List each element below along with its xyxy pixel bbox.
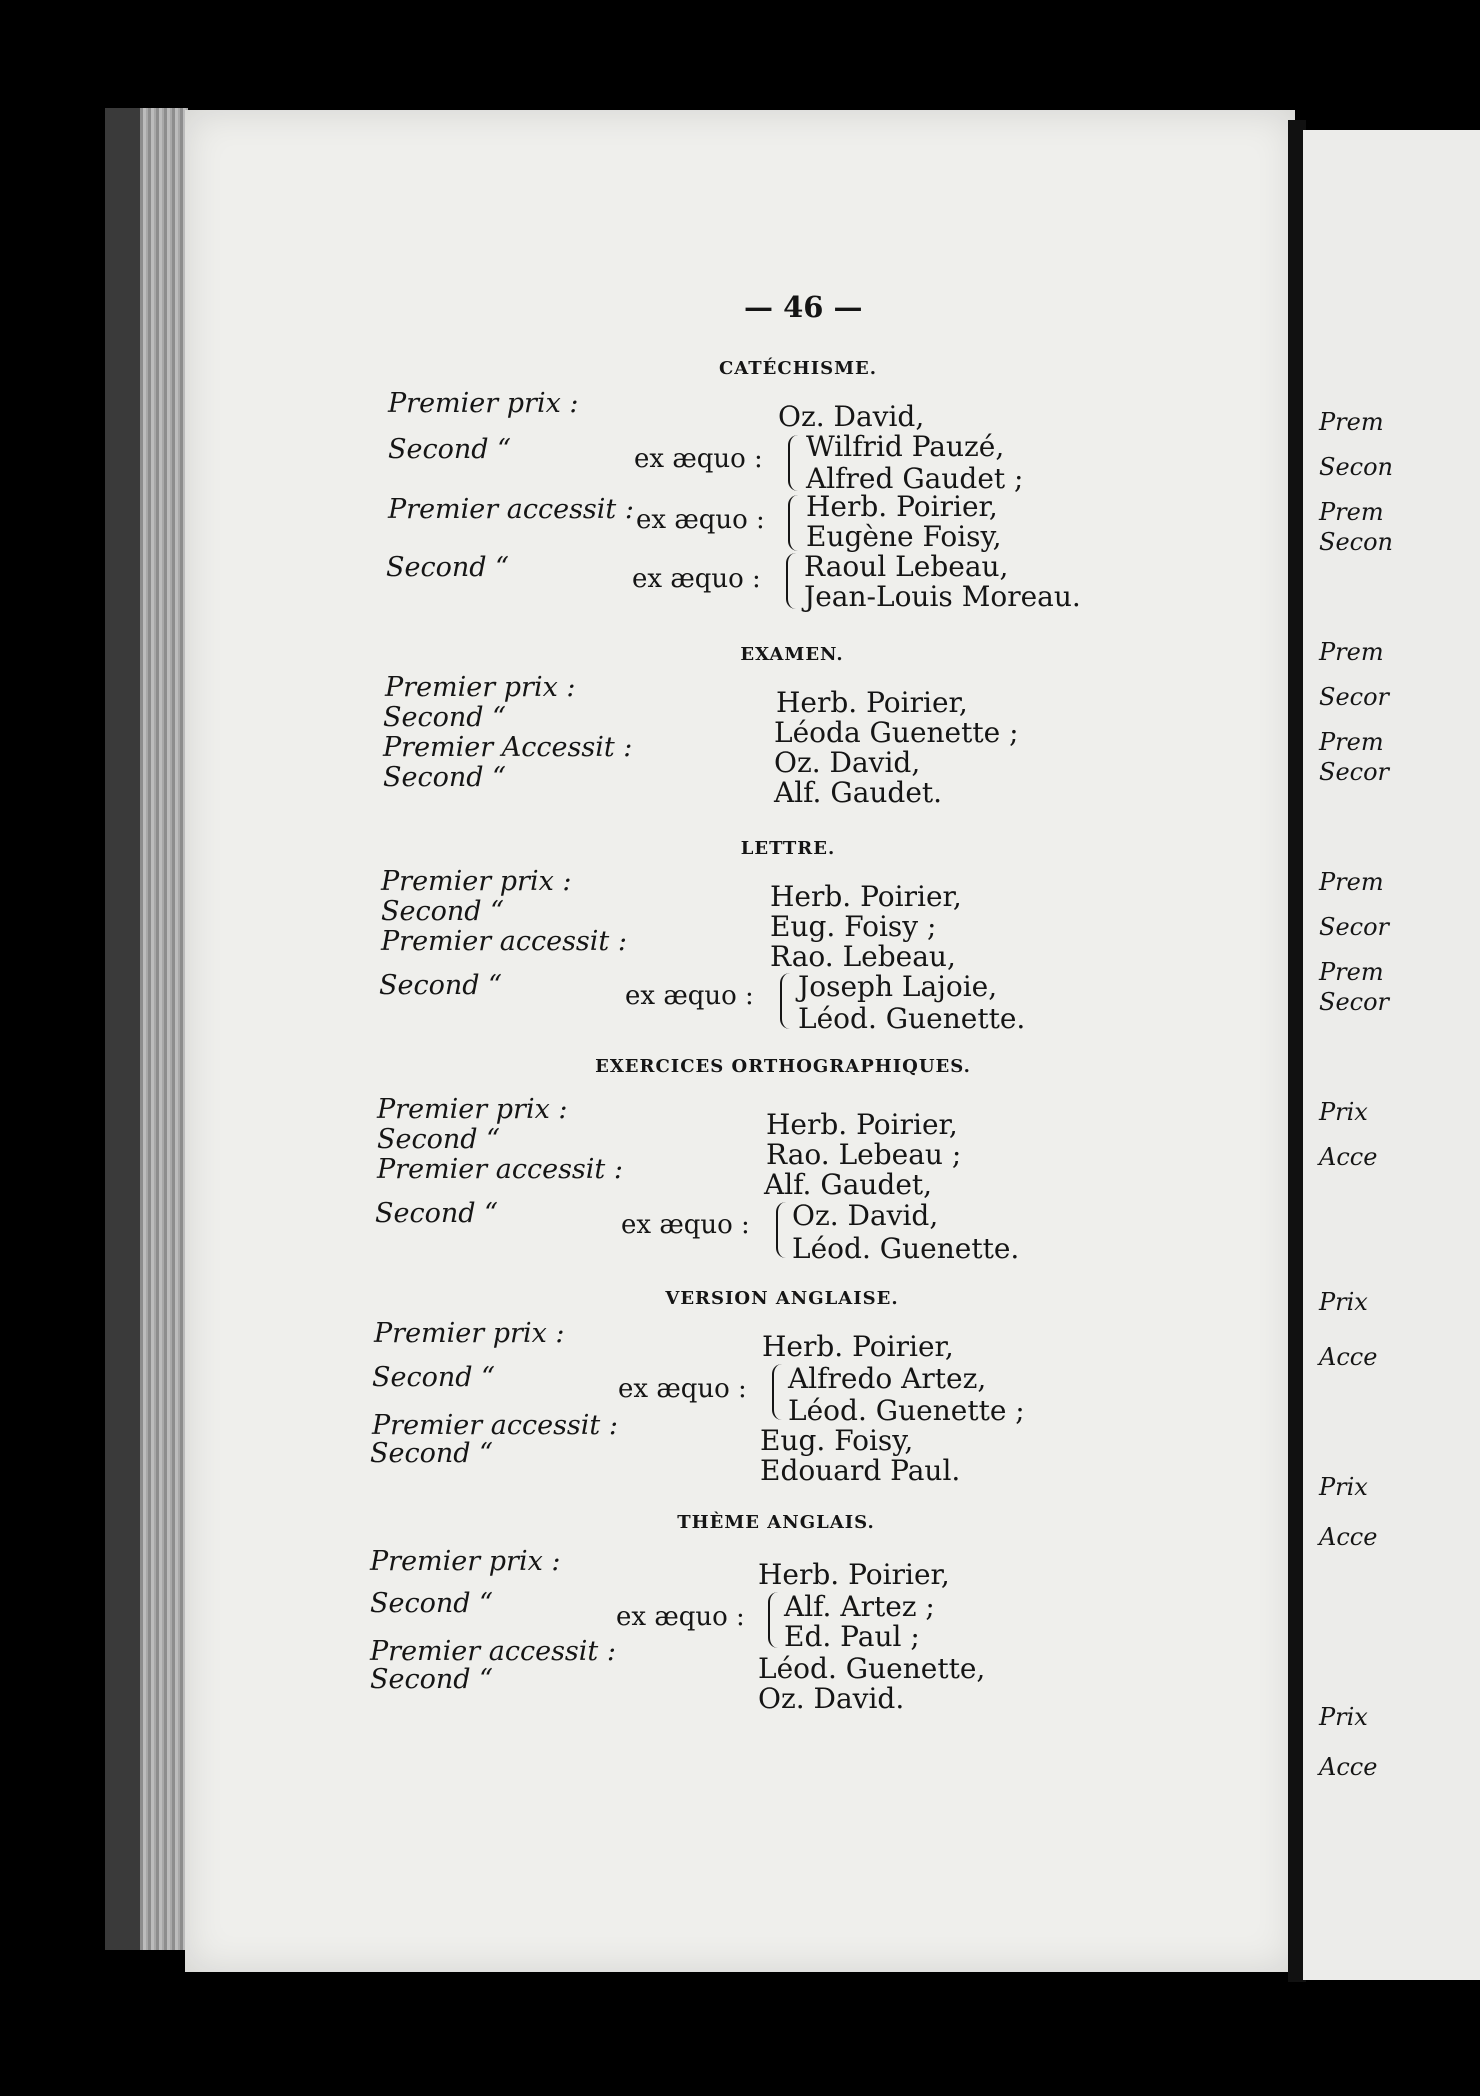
recipient-name: Oz. David. (758, 1682, 905, 1715)
right-fragment: Prem (1319, 638, 1384, 666)
award-label: Premier accessit : (370, 1636, 616, 1667)
recipient-name: Herb. Poirier, (776, 686, 968, 719)
recipient-name: Herb. Poirier, (758, 1558, 950, 1591)
tie-brace (768, 1592, 781, 1648)
recipient-name: Alf. Gaudet, (764, 1168, 933, 1201)
right-fragment: Prem (1319, 958, 1384, 986)
recipient-name: Rao. Lebeau, (770, 940, 956, 973)
tie-brace (786, 553, 799, 609)
right-fragment: Acce (1319, 1143, 1378, 1171)
recipient-name: Alf. Gaudet. (774, 776, 943, 809)
recipient-name: Herb. Poirier, (762, 1330, 954, 1363)
award-label: Premier accessit : (381, 926, 627, 957)
award-label: Second “ (388, 434, 511, 465)
recipient-name: Léod. Guenette, (758, 1652, 986, 1685)
recipient-name: Eug. Foisy, (760, 1424, 914, 1457)
award-label: Second “ (370, 1588, 493, 1619)
section-heading: CATÉCHISME. (718, 358, 878, 379)
left-page (185, 110, 1295, 1972)
right-fragment: Prem (1319, 408, 1384, 436)
recipient-name: Herb. Poirier, (766, 1108, 958, 1141)
right-fragment: Prix (1319, 1473, 1368, 1501)
recipient-name: Alf. Artez ; (784, 1590, 935, 1623)
award-label: Second “ (377, 1124, 500, 1155)
recipient-name: Eug. Foisy ; (770, 910, 937, 943)
recipient-name: Edouard Paul. (760, 1454, 961, 1487)
award-label: Premier prix : (377, 1094, 568, 1125)
recipient-name: Wilfrid Pauzé, (806, 430, 1005, 463)
award-label: Premier prix : (370, 1546, 561, 1577)
tie-brace (772, 1364, 785, 1420)
right-fragment: Secor (1319, 758, 1390, 786)
right-fragment: Acce (1319, 1753, 1378, 1781)
recipient-name: Alfred Gaudet ; (806, 462, 1024, 495)
award-label: Premier prix : (388, 388, 579, 419)
section-heading: THÈME ANGLAIS. (677, 1512, 875, 1533)
award-label: Second “ (379, 970, 502, 1001)
recipient-name: Raoul Lebeau, (804, 550, 1009, 583)
right-fragment: Acce (1319, 1523, 1378, 1551)
right-fragment: Prem (1319, 728, 1384, 756)
award-label: Premier Accessit : (383, 732, 633, 763)
award-label: Second “ (386, 552, 509, 583)
section-heading: VERSION ANGLAISE. (665, 1288, 899, 1309)
recipient-name: Léod. Guenette. (792, 1232, 1020, 1265)
award-label: Premier accessit : (377, 1154, 623, 1185)
right-fragment: Acce (1319, 1343, 1378, 1371)
award-label: Premier accessit : (372, 1410, 618, 1441)
page-number: — 46 — (744, 290, 863, 324)
right-fragment: Secon (1319, 528, 1393, 556)
ex-aequo-label: ex æquo : (634, 444, 763, 474)
recipient-name: Herb. Poirier, (806, 490, 998, 523)
award-label: Second “ (383, 702, 506, 733)
right-fragment: Secor (1319, 988, 1390, 1016)
right-fragment: Secor (1319, 913, 1390, 941)
recipient-name: Alfredo Artez, (788, 1362, 987, 1395)
tie-brace (788, 495, 801, 551)
book-edge-shadow (105, 108, 145, 1950)
recipient-name: Ed. Paul ; (784, 1620, 920, 1653)
recipient-name: Herb. Poirier, (770, 880, 962, 913)
award-label: Premier prix : (374, 1318, 565, 1349)
section-heading: EXAMEN. (740, 644, 844, 665)
recipient-name: Rao. Lebeau ; (766, 1138, 962, 1171)
award-label: Premier accessit : (388, 494, 634, 525)
right-fragment: Prix (1319, 1703, 1368, 1731)
page-edges (140, 108, 188, 1950)
right-page (1303, 130, 1480, 1980)
right-fragment: Prem (1319, 868, 1384, 896)
award-label: Second “ (375, 1198, 498, 1229)
recipient-name: Léod. Guenette ; (788, 1394, 1025, 1427)
award-label: Premier prix : (381, 866, 572, 897)
ex-aequo-label: ex æquo : (636, 505, 765, 535)
right-fragment: Prix (1319, 1098, 1368, 1126)
recipient-name: Joseph Lajoie, (798, 970, 998, 1003)
right-fragment: Prix (1319, 1288, 1368, 1316)
right-fragment: Prem (1319, 498, 1384, 526)
award-label: Second “ (372, 1362, 495, 1393)
tie-brace (780, 973, 793, 1029)
ex-aequo-label: ex æquo : (621, 1210, 750, 1240)
ex-aequo-label: ex æquo : (616, 1602, 745, 1632)
recipient-name: Oz. David, (778, 400, 925, 433)
section-heading: EXERCICES ORTHOGRAPHIQUES. (595, 1056, 971, 1077)
section-heading: LETTRE. (740, 838, 836, 859)
ex-aequo-label: ex æquo : (625, 981, 754, 1011)
tie-brace (788, 435, 801, 491)
award-label: Premier prix : (385, 672, 576, 703)
recipient-name: Léoda Guenette ; (774, 716, 1019, 749)
tie-brace (776, 1202, 789, 1258)
award-label: Second “ (383, 762, 506, 793)
right-fragment: Secon (1319, 453, 1393, 481)
award-label: Second “ (370, 1438, 493, 1469)
recipient-name: Jean-Louis Moreau. (804, 580, 1081, 613)
ex-aequo-label: ex æquo : (618, 1374, 747, 1404)
recipient-name: Oz. David, (774, 746, 921, 779)
recipient-name: Eugène Foisy, (806, 520, 1002, 553)
ex-aequo-label: ex æquo : (632, 564, 761, 594)
award-label: Second “ (381, 896, 504, 927)
recipient-name: Oz. David, (792, 1199, 939, 1232)
award-label: Second “ (370, 1664, 493, 1695)
recipient-name: Léod. Guenette. (798, 1002, 1026, 1035)
right-fragment: Secor (1319, 683, 1390, 711)
